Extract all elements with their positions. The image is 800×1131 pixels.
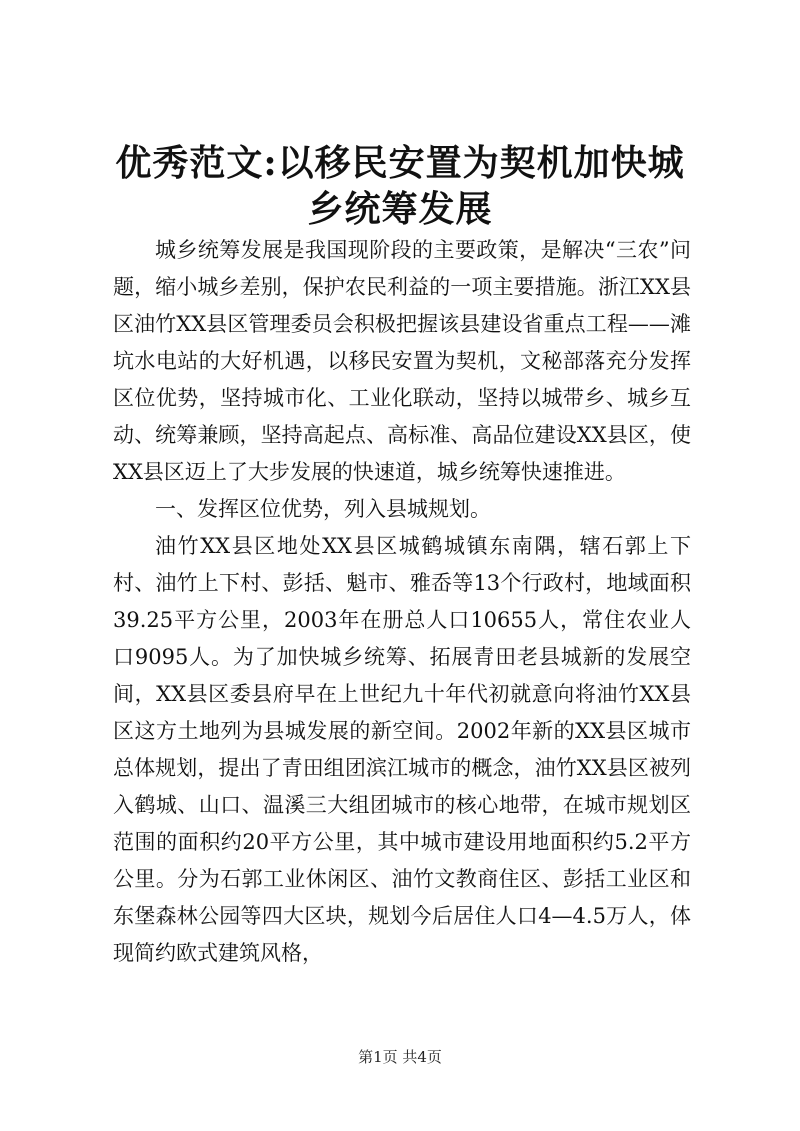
paragraph-location: 油竹XX县区地处XX县区城鹤城镇东南隅，辖石郭上下村、油竹上下村、彭括、魁市、雅岙等13个行政村，地域面积39.25平方公里，2003年在册总人口10655人，常住农业人口9095人。为了加快城乡统筹、拓展青田老县城新的发展空间，XX县区委县府早在上世纪九十年代初就意向将油竹XX县区这方土地列为县城发展的新空间。2002年新的XX县区城市总体规划，提出了青田组团滨江城市的概念，油竹XX县区被列入鹤城、山口、温溪三大组团城市的核心地带，在城市规划区范围的面积约20平方公里，其中城市建设用地面积约5.2平方公里。分为石郭工业休闲区、油竹文教商住区、彭括工业区和东堡森林公园等四大区块，规划今后居住人口4—4.5万人，体现简约欧式建筑风格， — [113, 534, 691, 965]
document-body — [113, 232, 691, 972]
page-footer: 第1页 共4页 — [358, 1048, 442, 1066]
paragraph-section-heading: 一、发挥区位优势，列入县城规划。 — [155, 497, 491, 521]
paragraph-intro: 城乡统筹发展是我国现阶段的主要政策，是解决“三农”问题，缩小城乡差别，保护农民利益的一项主要措施。浙江XX县区油竹XX县区管理委员会积极把握该县建设省重点工程——滩坑水电站的大好机遇，以移民安置为契机，文秘部落充分发挥区位优势，坚持城市化、工业化联动，坚持以城带乡、城乡互动、统筹兼顾，坚持高起点、高标准、高品位建设XX县区，使XX县区迈上了大步发展的快速道，城乡统筹快速推进。 — [113, 238, 691, 484]
document-title: 优秀范文:以移民安置为契机加快城乡统筹发展 — [115, 142, 685, 230]
